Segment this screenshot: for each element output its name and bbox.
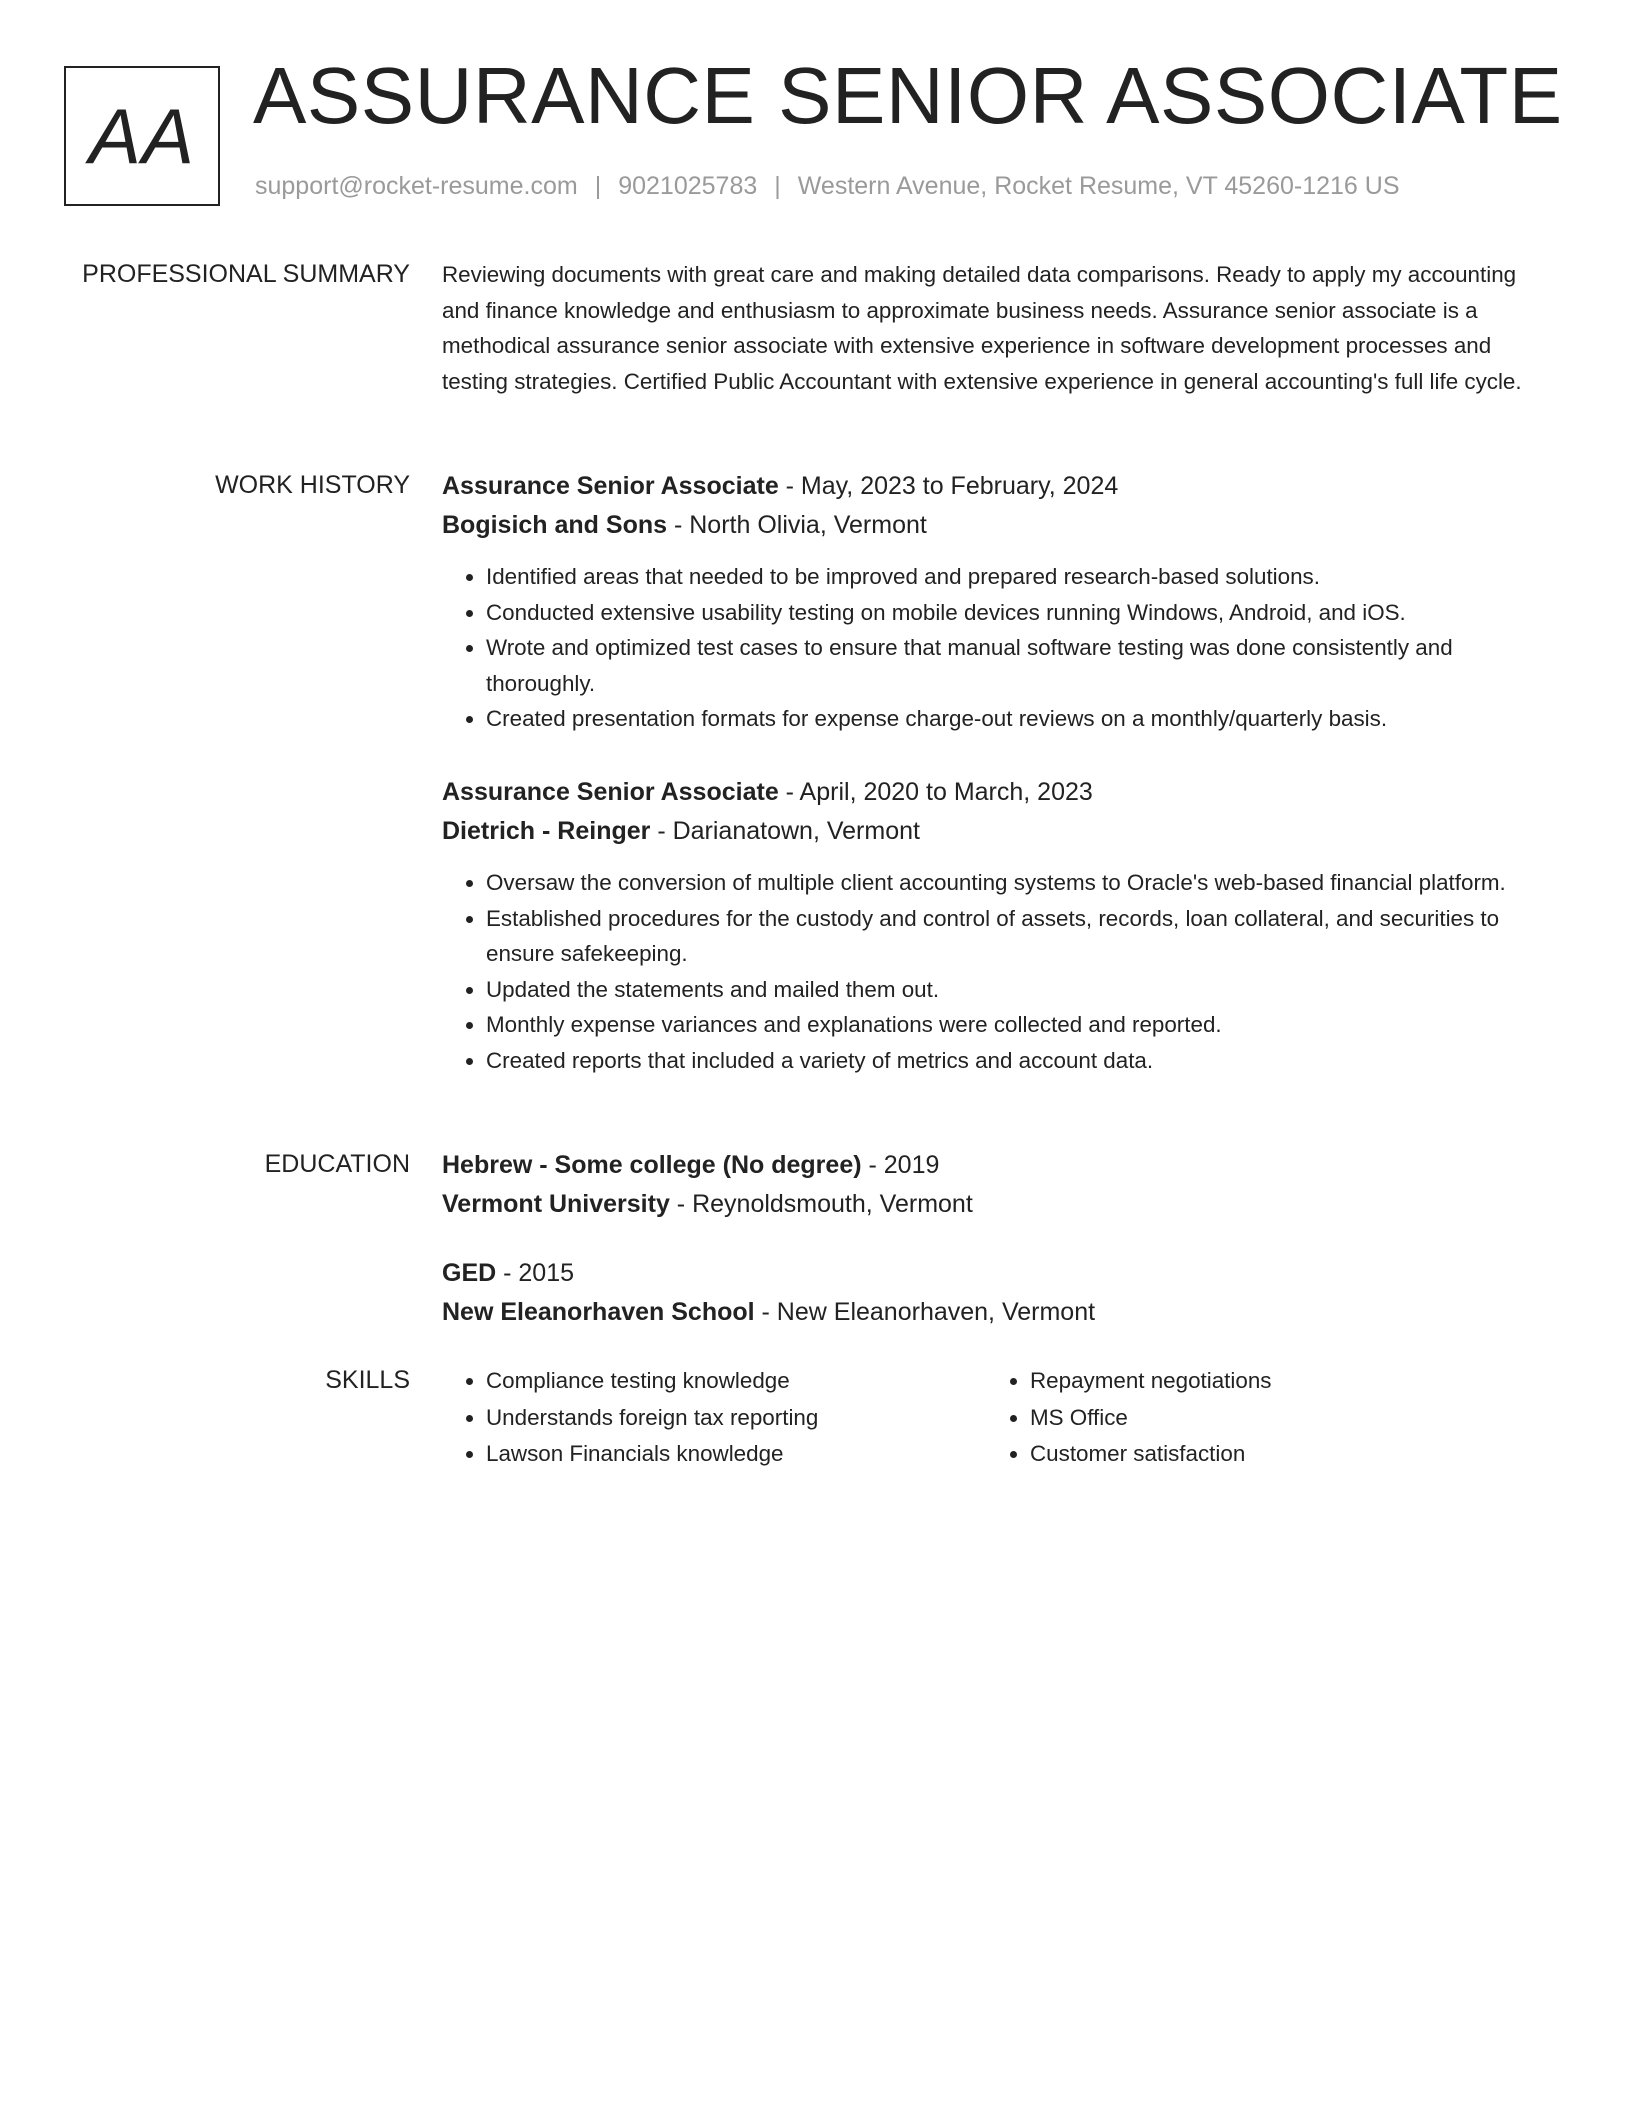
contact-line — [255, 174, 1400, 199]
contact-separator: | — [594, 172, 602, 200]
skill-item: • Repayment negotiations — [1030, 1363, 1530, 1400]
contact-phone[interactable]: 9021025783 — [618, 172, 758, 200]
job-dates: - May, 2023 to February, 2024 — [778, 472, 1119, 500]
job-bullet: • Wrote and optimized test cases to ensure that manual software testing was done consistently and thoroughly. — [486, 630, 1557, 701]
job-title: Assurance Senior Associate — [442, 472, 779, 500]
education-degree: Hebrew - Some college (No degree) — [442, 1151, 862, 1179]
education-entry — [442, 1254, 1557, 1332]
education-location: - New Eleanorhaven, Vermont — [754, 1298, 1096, 1326]
job-company: Dietrich - Reinger — [442, 816, 651, 845]
skill-item: • Lawson Financials knowledge — [486, 1436, 986, 1473]
job-bullet: • Updated the statements and mailed them out. — [486, 972, 1557, 1008]
job-bullet: • Oversaw the conversion of multiple client accounting systems to Oracle's web-based financial platform. — [486, 865, 1557, 901]
education-school-line — [442, 1293, 1557, 1332]
contact-separator: | — [774, 172, 781, 200]
education-school-line — [442, 1185, 1557, 1224]
job-company-line — [442, 812, 1557, 851]
job-title: Assurance Senior Associate — [442, 777, 779, 806]
skill-item: • MS Office — [1030, 1400, 1530, 1437]
work-history-body — [442, 467, 1557, 1079]
education-degree: GED — [442, 1259, 497, 1287]
job-location: - Darianatown, Vermont — [650, 816, 920, 845]
job-location: - North Olivia, Vermont — [667, 511, 927, 539]
job-bullets — [442, 865, 1557, 1079]
job-bullet: • Conducted extensive usability testing on mobile devices running Windows, Android, and iOS. — [486, 595, 1557, 631]
job-bullet: • Created presentation formats for expense charge-out reviews on a monthly/quarterly basis. — [486, 701, 1557, 737]
skills-list-left — [442, 1363, 986, 1473]
education-body — [442, 1146, 1557, 1332]
job-title-line — [442, 773, 1557, 812]
education-year: - 2015 — [496, 1259, 575, 1287]
job-bullet: • Monthly expense variances and explanations were collected and reported. — [486, 1007, 1557, 1043]
section-heading-skills: SKILLS — [325, 1366, 410, 1394]
job-company: Bogisich and Sons — [442, 511, 668, 539]
job-entry — [442, 467, 1557, 737]
contact-email[interactable]: support@rocket-resume.com — [255, 172, 578, 200]
skills-columns — [442, 1363, 1557, 1473]
skills-list-right — [986, 1363, 1530, 1473]
section-heading-education: EDUCATION — [264, 1150, 410, 1178]
contact-address: Western Avenue, Rocket Resume, VT 45260-1216 US — [797, 172, 1400, 200]
job-bullet: • Created reports that included a variety of metrics and account data. — [486, 1043, 1557, 1079]
skills-body — [442, 1363, 1557, 1473]
job-bullets — [442, 559, 1557, 737]
summary-text: Reviewing documents with great care and making detailed data comparisons. Ready to apply my accounting and finance knowledge and enthusiasm to approximate business needs. Assurance senior associate is a methodical assurance senior associate with extensive experience in software development processes and testing strategies. Certified Public Accountant with extensive experience in general accounting's full life cycle. — [442, 262, 1522, 394]
education-location: - Reynoldsmouth, Vermont — [669, 1190, 973, 1218]
job-dates: - April, 2020 to March, 2023 — [778, 777, 1093, 806]
monogram-initials: AA — [88, 92, 196, 180]
resume-title: ASSURANCE SENIOR ASSOCIATE — [253, 51, 1563, 140]
education-year: - 2019 — [861, 1151, 940, 1179]
job-entry — [442, 773, 1557, 1079]
skill-item: • Understands foreign tax reporting — [486, 1400, 986, 1437]
monogram-box — [64, 66, 220, 206]
education-school: Vermont University — [442, 1190, 670, 1218]
education-degree-line — [442, 1254, 1557, 1293]
skill-item: • Customer satisfaction — [1030, 1436, 1530, 1473]
summary-body — [442, 257, 1557, 399]
education-school: New Eleanorhaven School — [442, 1298, 755, 1326]
section-heading-work-history: WORK HISTORY — [215, 471, 410, 499]
education-degree-line — [442, 1146, 1557, 1185]
job-bullet: • Established procedures for the custody and control of assets, records, loan collateral, and securities to ensure safekeeping. — [486, 901, 1557, 972]
job-company-line — [442, 506, 1557, 545]
education-entry — [442, 1146, 1557, 1224]
job-title-line — [442, 467, 1557, 506]
section-heading-summary: PROFESSIONAL SUMMARY — [82, 260, 410, 288]
job-bullet: • Identified areas that needed to be improved and prepared research-based solutions. — [486, 559, 1557, 595]
skill-item: • Compliance testing knowledge — [486, 1363, 986, 1400]
